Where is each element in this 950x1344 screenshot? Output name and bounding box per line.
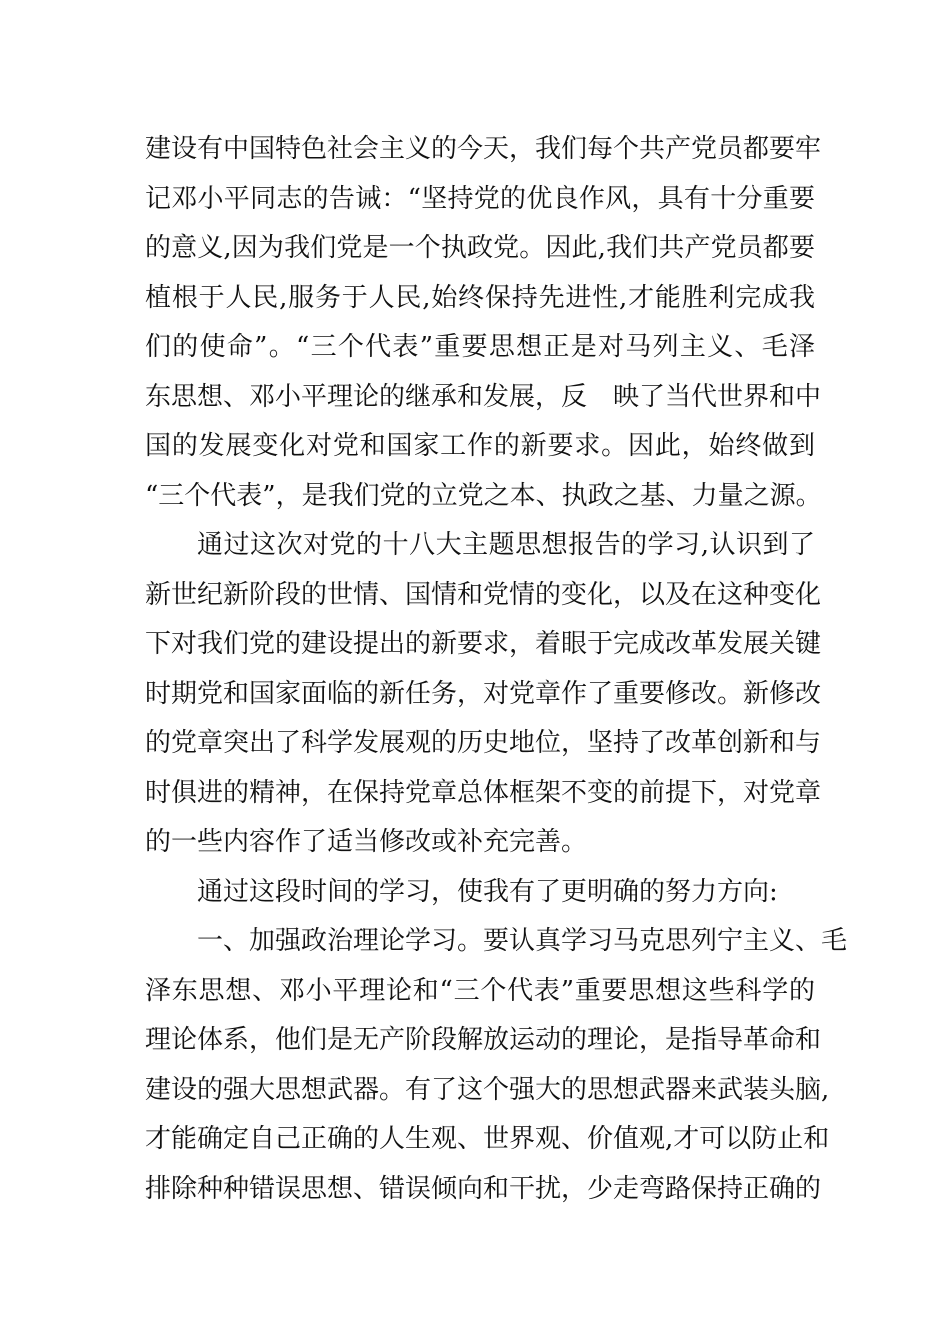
text-line: 理论体系，他们是无产阶段解放运动的理论，是指导革命和 (145, 1025, 822, 1055)
text-line: 东思想、邓小平理论的继承和发展，反 映了当代世界和中 (145, 381, 822, 412)
paragraph-3 (145, 868, 815, 918)
text-line: 建设有中国特色社会主义的今天，我们每个共产党员都要牢 (145, 134, 822, 164)
text-line: 通过这次对党的十八大主题思想报告的学习,认识到了 (197, 530, 815, 560)
paragraph-4 (145, 917, 848, 1214)
text-line: 排除种种错误思想、错误倾向和干扰，少走弯路保持正确的 (145, 1173, 822, 1204)
text-line: 的一些内容作了适当修改或补充完善。 (145, 827, 588, 857)
text-line: 下对我们党的建设提出的新要求，着眼于完成改革发展关键 (145, 629, 822, 659)
text-line: 通过这段时间的学习，使我有了更明确的努力方向: (197, 876, 778, 907)
text-line: 建设的强大思想武器。有了这个强大的思想武器来武装头脑, (145, 1074, 830, 1105)
text-line: 记邓小平同志的告诫：“坚持党的优良作风，具有十分重要 (145, 183, 815, 214)
paragraph-1 (145, 125, 822, 521)
text-line: 才能确定自己正确的人生观、世界观、价值观,才可以防止和 (145, 1124, 830, 1154)
text-line: 国的发展变化对党和国家工作的新要求。因此，始终做到 (145, 431, 815, 461)
text-line: 的党章突出了科学发展观的历史地位，坚持了改革创新和与 (145, 728, 822, 758)
text-line: 时俱进的精神，在保持党章总体框架不变的前提下，对党章 (145, 777, 822, 808)
text-line: 植根于人民,服务于人民,始终保持先进性,才能胜利完成我 (145, 282, 815, 313)
text-line: 新世纪新阶段的世情、国情和党情的变化，以及在这种变化 (145, 579, 822, 610)
text-line: 泽东思想、邓小平理论和“三个代表”重要思想这些科学的 (145, 975, 815, 1006)
text-line: 们的使命”。“三个代表”重要思想正是对马列主义、毛泽 (145, 332, 815, 362)
text-line: “三个代表”，是我们党的立党之本、执政之基、力量之源。 (145, 480, 822, 511)
text-line: 一、加强政治理论学习。要认真学习马克思列宁主义、毛 (197, 926, 848, 956)
document-body (145, 125, 848, 1214)
text-line: 时期党和国家面临的新任务，对党章作了重要修改。新修改 (145, 678, 822, 709)
text-line: 的意义,因为我们党是一个执政党。因此,我们共产党员都要 (145, 233, 815, 263)
paragraph-2 (145, 521, 822, 868)
